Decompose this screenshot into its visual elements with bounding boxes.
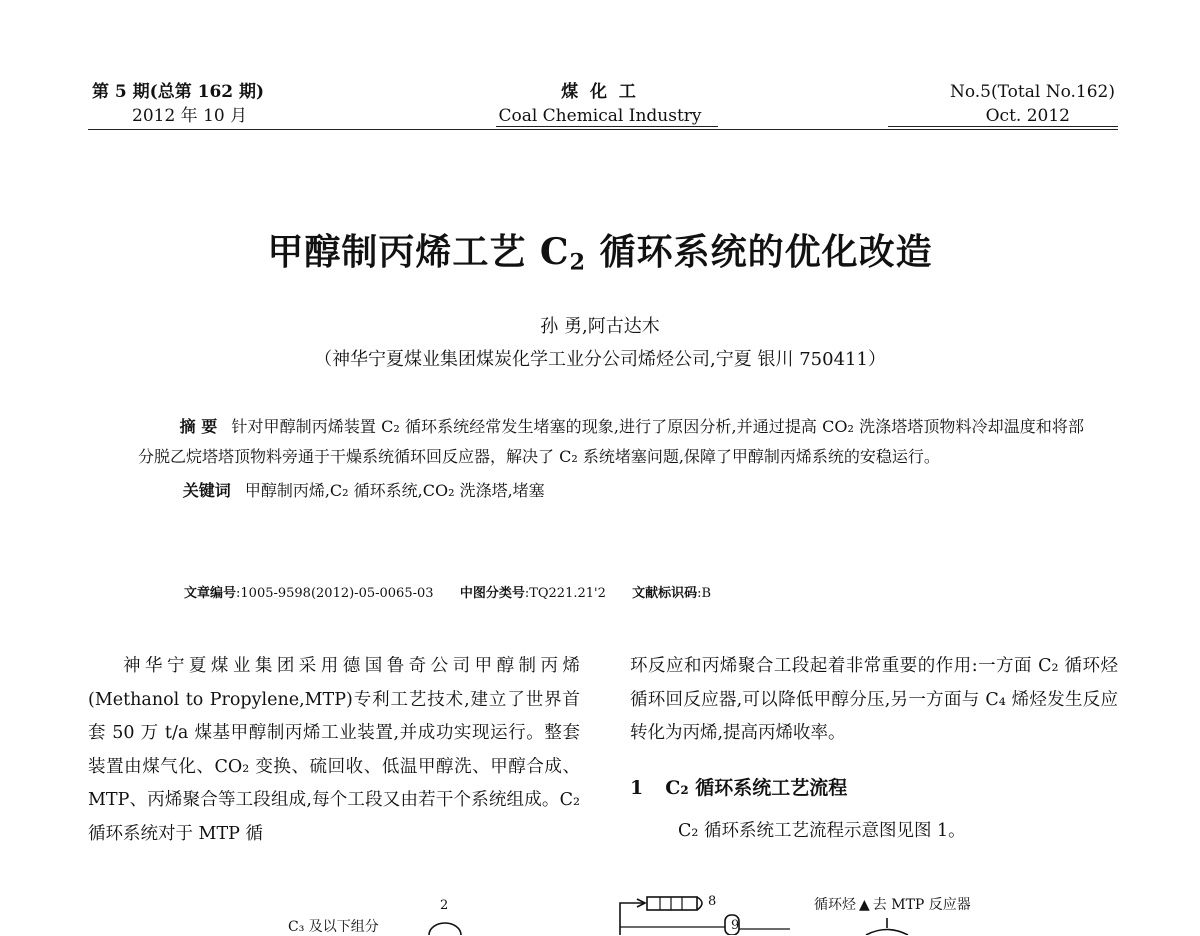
header-center-underline [496, 126, 718, 127]
left-column [88, 650, 580, 851]
header-right-underline [888, 126, 1118, 127]
section-heading [630, 773, 847, 800]
section-number: 1 [630, 777, 644, 799]
article-meta [184, 582, 711, 601]
figure-label-8: 8 [708, 894, 717, 909]
figure-label-2: 2 [440, 898, 449, 913]
header-rule [88, 129, 1118, 130]
journal-issue: 第 5 期(总第 162 期) [92, 82, 265, 102]
abstract-block [138, 412, 1084, 506]
right-paragraph: 环反应和丙烯聚合工段起着非常重要的作用:一方面 C₂ 循环烃循环回反应器,可以降低甲醇分压,另一方面与 C₄ 烯烃发生反应转化为丙烯,提高丙烯收率。 [630, 656, 1118, 743]
section-title: C₂ 循环系统工艺流程 [665, 777, 848, 799]
article-no-label: 文章编号 [184, 586, 237, 601]
journal-date: 2012 年 10 月 [132, 106, 248, 126]
article-no: :1005-9598(2012)-05-0065-03 [236, 586, 434, 601]
abstract-label: 摘 要 [179, 417, 218, 436]
journal-issue-en: No.5(Total No.162) [949, 82, 1115, 102]
figure-exchanger-8 [605, 893, 805, 935]
doc-code-label: 文献标识码 [632, 586, 698, 601]
keywords-text: 甲醇制丙烯,C₂ 循环系统,CO₂ 洗涤塔,堵塞 [244, 481, 545, 500]
doc-code: :B [697, 586, 712, 601]
article-title: 甲醇制丙烯工艺 $C_2$ 循环系统的优化改造 [267, 231, 933, 276]
journal-name-cn: 煤 化 工 [561, 82, 639, 102]
figure-vessel-2 [425, 915, 465, 935]
figure-label-9: 9 [731, 918, 740, 933]
clc-code: :TQ221.21'2 [524, 586, 606, 601]
left-paragraph: 神华宁夏煤业集团采用德国鲁奇公司甲醇制丙烯(Methanol to Propylene,MTP)专利工艺技术,建立了世界首套 50 万 t/a 煤基甲醇制丙烯工业装置,并成功实现运行。整套装置由煤气化、CO₂ 变换、硫回收、低温甲醇洗、甲醇合成、MTP、丙烯聚合等工段组成,每个工段又由若干个系统组成。C₂ 循环系统对于 MTP 循 [88, 656, 580, 844]
arrow-up-icon: ▲ [859, 897, 870, 913]
journal-name-en: Coal Chemical Industry [498, 106, 702, 126]
section-paragraph: C₂ 循环系统工艺流程示意图见图 1。 [678, 821, 966, 841]
figure-label-c3: C₃ 及以下组分 [288, 919, 379, 935]
journal-date-en: Oct. 2012 [985, 106, 1070, 126]
figure-vessel-recycle [858, 918, 928, 935]
figure-label-recycle: 循环烃 ▲ 去 MTP 反应器 [814, 897, 971, 913]
article-authors: 孙 勇,阿古达木 [540, 316, 660, 337]
article-affiliation: （神华宁夏煤业集团煤炭化学工业分公司烯烃公司,宁夏 银川 750411） [314, 349, 886, 370]
right-column [630, 650, 1118, 751]
keywords-label: 关键词 [182, 481, 231, 500]
clc-label: 中图分类号 [459, 586, 525, 601]
abstract-text: 针对甲醇制丙烯装置 C₂ 循环系统经常发生堵塞的现象,进行了原因分析,并通过提高 CO₂ 洗涤塔塔顶物料冷却温度和将部分脱乙烷塔塔顶物料旁通于干燥系统循环回反应器，解决了 C₂ 系统堵塞问题,保障了甲醇制丙烯系统的安稳运行。 [138, 417, 1084, 466]
